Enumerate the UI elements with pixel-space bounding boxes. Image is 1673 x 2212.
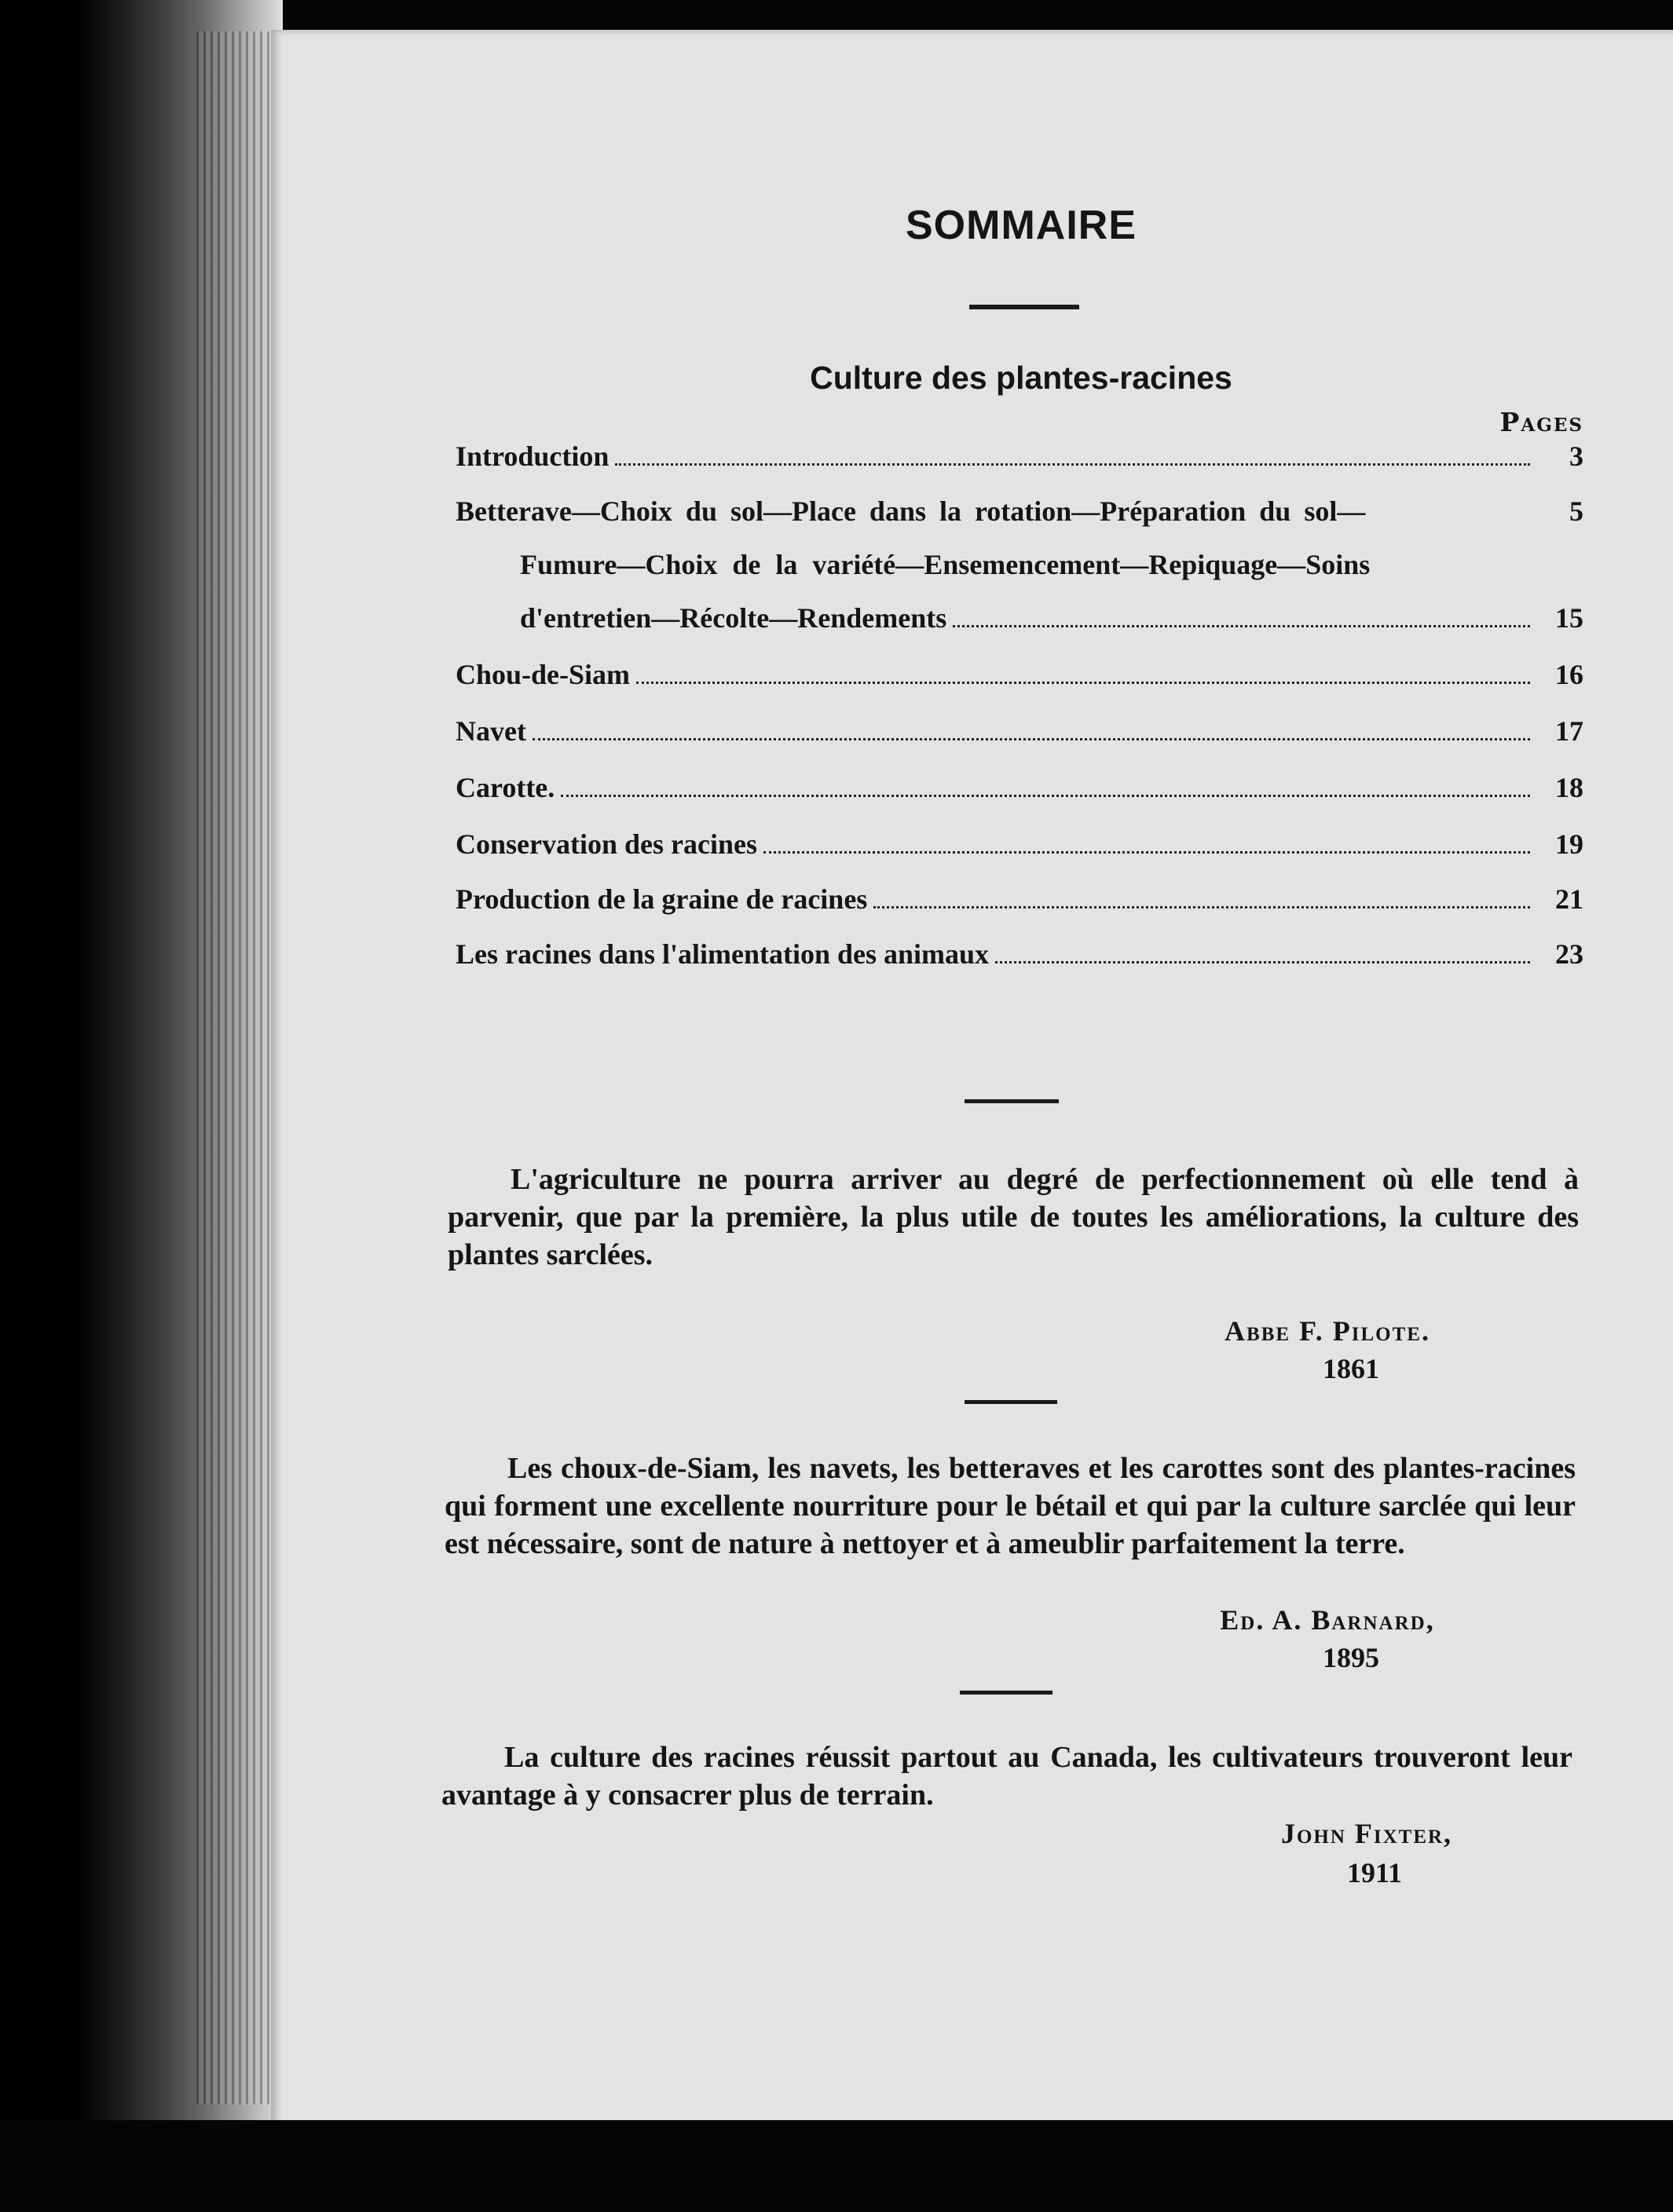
toc-entry[interactable] [456, 495, 1583, 548]
toc-entry-continuation [456, 548, 1583, 601]
toc-page: 5 [1569, 495, 1583, 527]
toc-leader [561, 795, 1530, 797]
quote-text: L'agriculture ne pourra arriver au degré de perfectionnement où elle tend à parvenir, que par la première, la plus utile de toutes les améliorations, la culture des plantes sarclées. [448, 1163, 1579, 1271]
section-rule [965, 1099, 1059, 1103]
quote-year: 1895 [1323, 1642, 1379, 1673]
toc-label: Introduction [456, 441, 610, 472]
toc-leader [763, 851, 1530, 854]
toc-leader [533, 738, 1530, 740]
toc-page: 3 [1569, 441, 1583, 472]
toc-label: Chou-de-Siam [456, 659, 631, 690]
toc-label: Production de la graine de racines [456, 883, 868, 915]
document-title: SOMMAIRE [906, 203, 1137, 248]
toc-leader [615, 463, 1530, 466]
toc-page: 17 [1555, 715, 1583, 747]
toc-page: 16 [1555, 659, 1583, 690]
toc-page: 21 [1555, 883, 1583, 915]
quote-year: 1861 [1323, 1353, 1379, 1384]
quote-author: Abbe F. Pilote. [1225, 1315, 1430, 1347]
toc-label: d'entretien—Récolte—Rendements [520, 602, 947, 634]
toc-entry[interactable] [456, 771, 1583, 828]
toc-entry[interactable] [456, 715, 1583, 771]
quote-text: Les choux-de-Siam, les navets, les betteraves et les carottes sont des plantes-racines qui forment une excellente nourriture pour le bétail et qui par la culture sarclée qui leur est nécessaire, sont de nature à nettoyer et à ameublir parfaitement la terre. [445, 1452, 1576, 1560]
toc-label: Les racines dans l'alimentation des animaux [456, 938, 990, 970]
toc-leader [873, 906, 1530, 909]
toc-label: Betterave—Choix du sol—Place dans la rotation—Préparation du sol— [456, 495, 1366, 527]
toc-entry[interactable] [456, 440, 1583, 495]
quote-year: 1911 [1346, 1857, 1402, 1888]
toc-leader [953, 625, 1530, 627]
toc-entry[interactable] [456, 828, 1583, 883]
pages-column-header: Pages [1499, 407, 1583, 437]
toc-leader [636, 682, 1530, 684]
title-rule [969, 305, 1079, 309]
toc-page: 19 [1555, 828, 1583, 860]
toc-entry[interactable] [456, 938, 1583, 993]
toc-label: Conservation des racines [456, 828, 757, 860]
toc-leader [995, 961, 1530, 963]
toc-label: Fumure—Choix de la variété—Ensemencement—Repiquage—Soins [520, 549, 1371, 580]
toc-label: Carotte. [456, 772, 555, 803]
toc-page: 23 [1555, 938, 1583, 970]
quote-author: Ed. A. Barnard, [1220, 1604, 1435, 1636]
toc-label: Navet [456, 715, 526, 747]
quote-author: John Fixter, [1280, 1818, 1453, 1849]
document-subtitle: Culture des plantes-racines [810, 360, 1232, 396]
scan-bottom-border [0, 2120, 1673, 2212]
section-rule [960, 1691, 1052, 1695]
toc-entry-continuation [456, 601, 1583, 658]
table-of-contents [456, 440, 1583, 993]
toc-page: 18 [1555, 772, 1583, 803]
quote-text: La culture des racines réussit partout au Canada, les cultivateurs trouveront leur avantage à y consacrer plus de terrain. [441, 1741, 1572, 1812]
toc-entry[interactable] [456, 883, 1583, 938]
page-stack-lines [196, 31, 283, 2104]
toc-page: 15 [1555, 602, 1583, 634]
section-rule [965, 1400, 1057, 1404]
toc-entry[interactable] [456, 658, 1583, 715]
